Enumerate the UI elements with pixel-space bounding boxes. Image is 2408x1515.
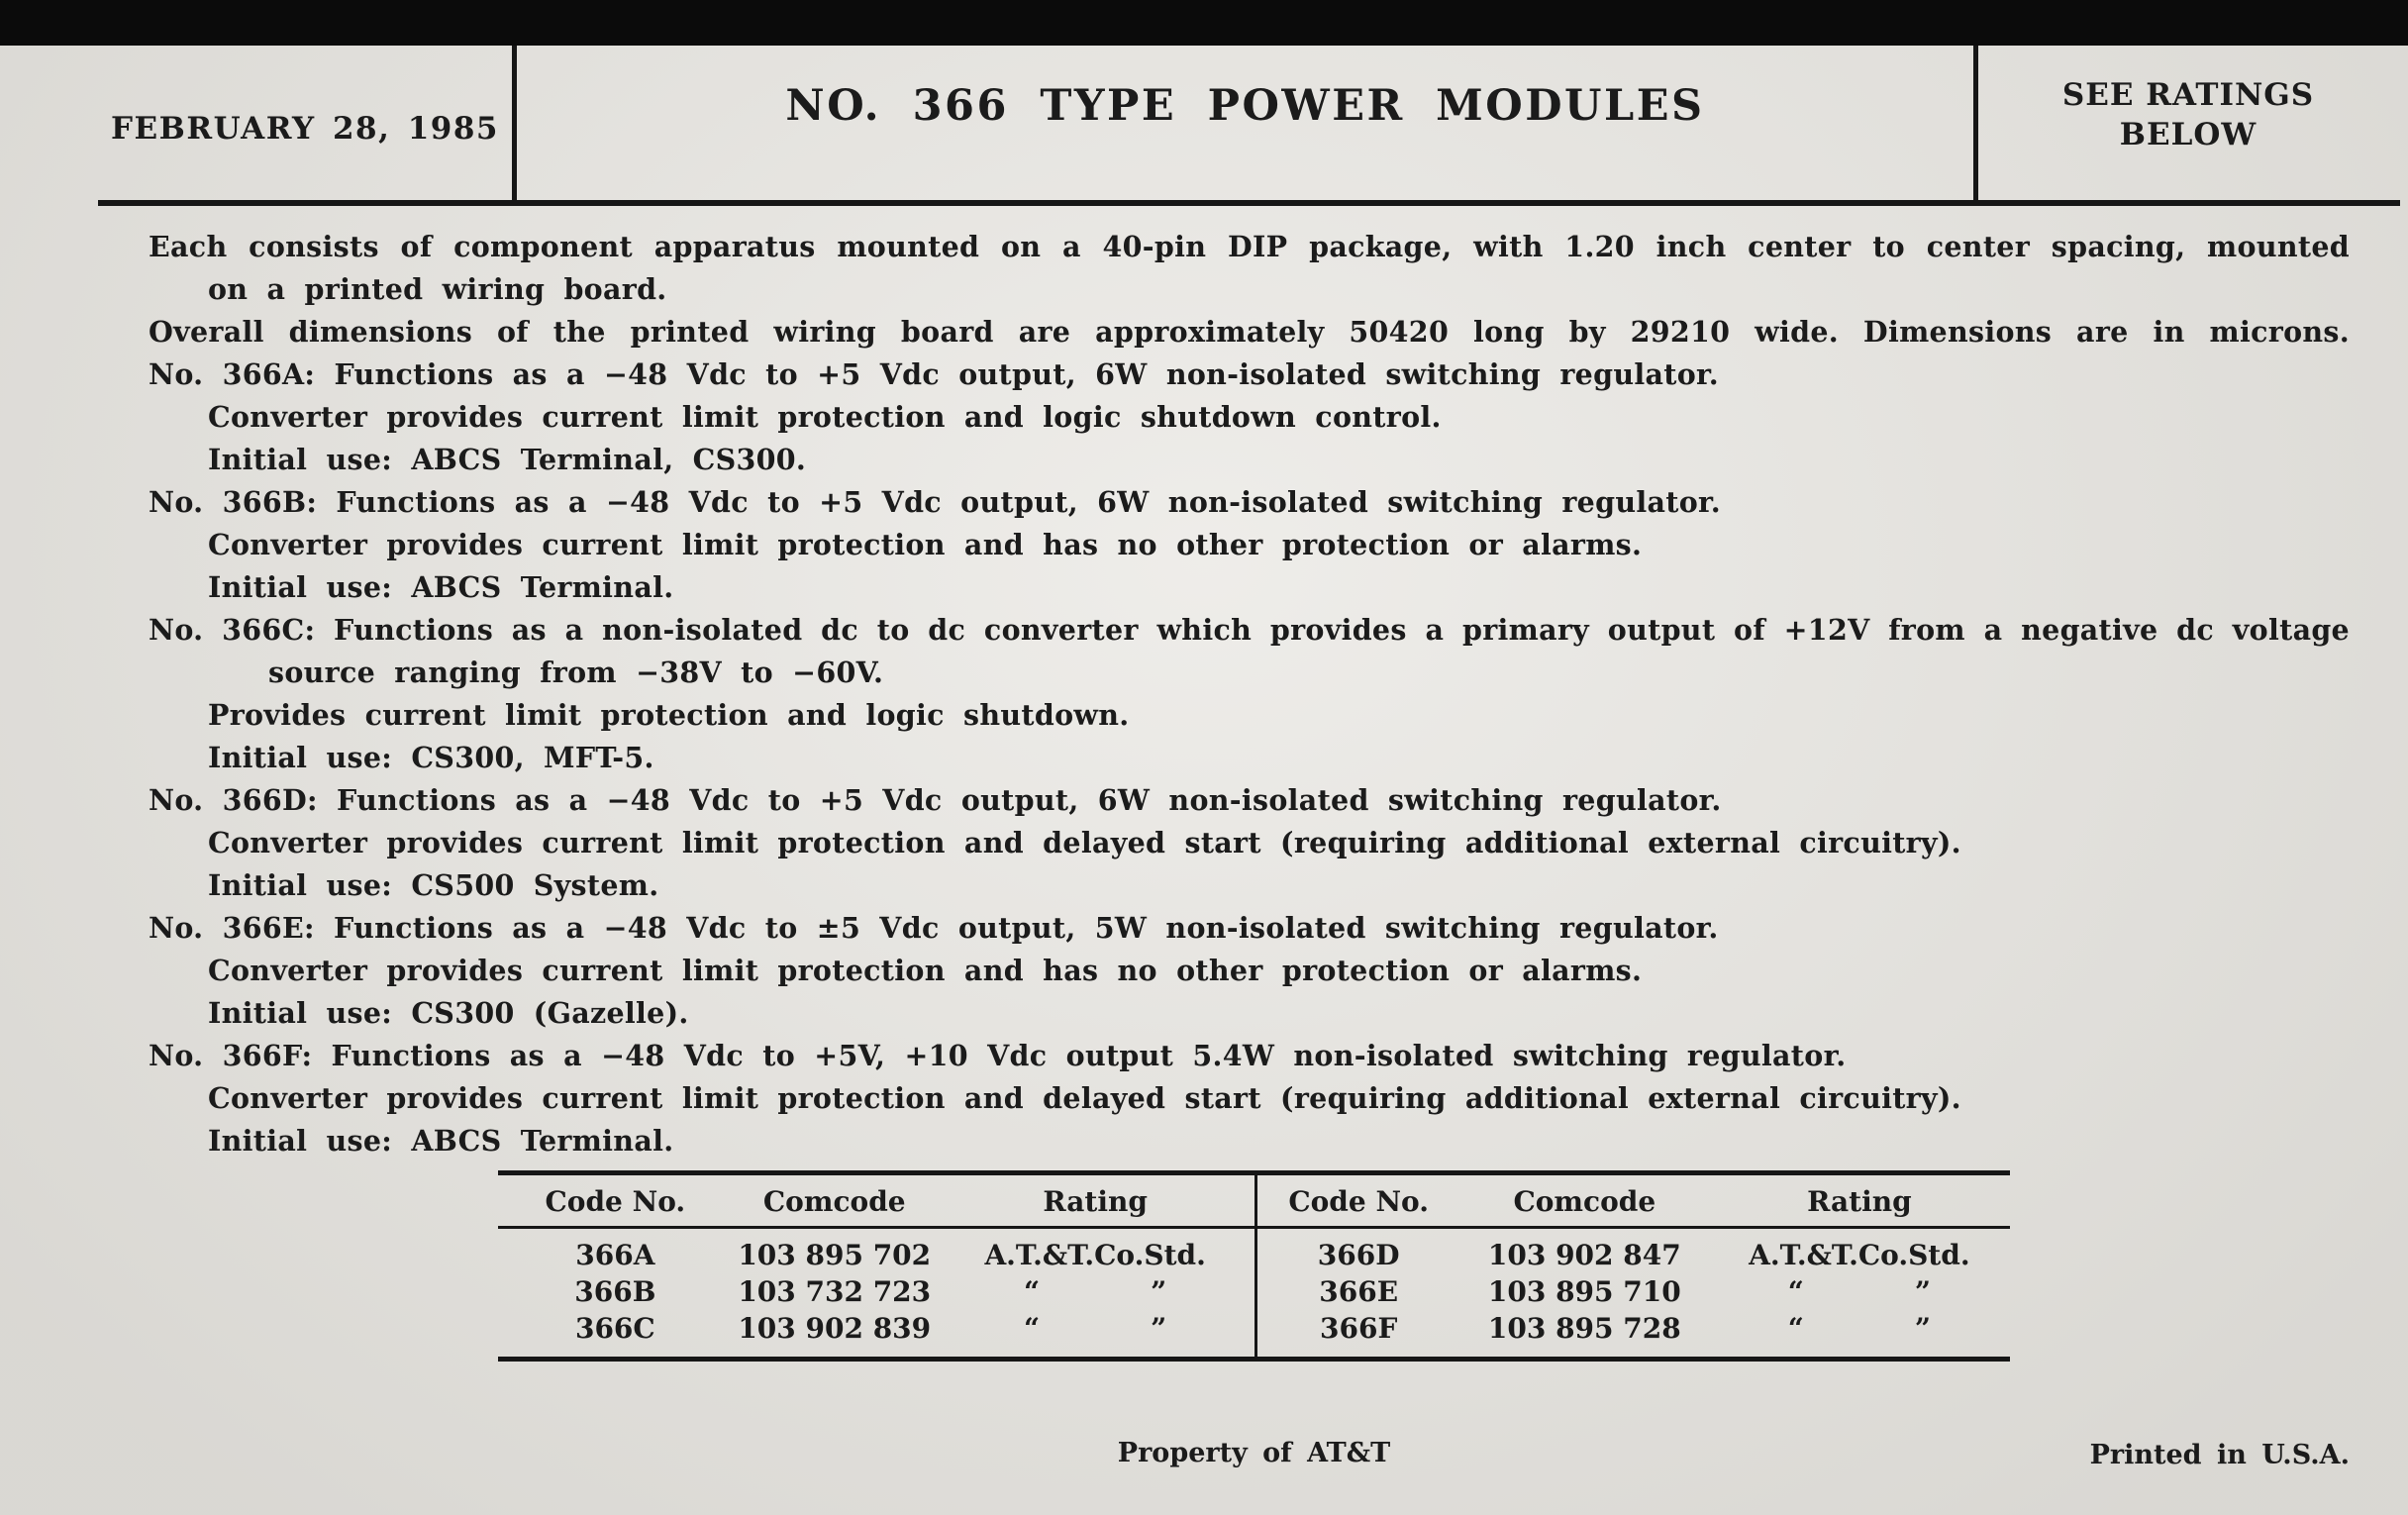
- table-header-code: Code No.: [545, 1185, 686, 1218]
- table-row: [1257, 1273, 2011, 1310]
- table-cell-code: 366D: [1317, 1239, 1400, 1271]
- table-cell-comcode: 103 902 847: [1487, 1239, 1681, 1271]
- body-line: Initial use: CS300, MFT-5.: [208, 741, 654, 774]
- page-title: NO. 366 TYPE POWER MODULES: [785, 81, 1705, 131]
- ratings-note-line2: BELOW: [2119, 117, 2258, 152]
- body-line: No. 366B: Functions as a −48 Vdc to +5 Vdc output, 6W non-isolated switching regulator.: [149, 485, 1721, 519]
- body-line: Overall dimensions of the printed wiring board are approximately 50420 long by 29210 wide. Dimensions are in microns.: [149, 315, 2350, 349]
- body-line: No. 366A: Functions as a −48 Vdc to +5 Vdc output, 6W non-isolated switching regulator.: [149, 357, 1719, 391]
- ratings-table-right-half: [1254, 1175, 2011, 1357]
- body-line: Converter provides current limit protection and logic shutdown control.: [208, 400, 1442, 434]
- document-date: FEBRUARY 28, 1985: [111, 111, 499, 147]
- body-line: Initial use: ABCS Terminal.: [208, 1124, 674, 1158]
- ratings-note-line1: SEE RATINGS: [2061, 77, 2315, 113]
- table-cell-code: 366F: [1320, 1312, 1398, 1345]
- table-row: [498, 1237, 1254, 1273]
- body-line: No. 366D: Functions as a −48 Vdc to +5 Vdc output, 6W non-isolated switching regulator.: [149, 783, 1722, 817]
- table-cell-comcode: 103 732 723: [738, 1275, 932, 1308]
- table-header-rating: Rating: [1807, 1185, 1912, 1218]
- ratings-note: [1978, 75, 2398, 154]
- scan-top-edge: [0, 0, 2408, 46]
- document-body: [149, 226, 2350, 1162]
- footer-printed-notice: Printed in U.S.A.: [2089, 1440, 2350, 1470]
- body-line: No. 366F: Functions as a −48 Vdc to +5V, +10 Vdc output 5.4W non-isolated switching regulator.: [149, 1039, 1847, 1072]
- table-cell-rating: “ ”: [1787, 1312, 1931, 1345]
- body-line: No. 366C: Functions as a non-isolated dc to dc converter which provides a primary output of +12V from a negative dc voltage: [149, 613, 2350, 647]
- table-cell-comcode: 103 895 702: [738, 1239, 932, 1271]
- footer-property-notice: Property of AT&T: [1117, 1438, 1391, 1468]
- header-rule: [98, 200, 2400, 206]
- body-line: Converter provides current limit protection and delayed start (requiring additional external circuitry).: [208, 826, 1961, 859]
- table-cell-comcode: 103 895 710: [1487, 1275, 1681, 1308]
- table-header-row: [1257, 1175, 2011, 1229]
- table-cell-comcode: 103 895 728: [1487, 1312, 1681, 1345]
- table-cell-code: 366E: [1319, 1275, 1399, 1308]
- body-line: Each consists of component apparatus mounted on a 40-pin DIP package, with 1.20 inch center to center spacing, mounted: [149, 230, 2350, 263]
- body-line: Provides current limit protection and logic shutdown.: [208, 698, 1130, 732]
- document-paper: [0, 46, 2408, 1515]
- table-cell-rating: A.T.&T.Co.Std.: [1749, 1239, 1970, 1271]
- body-line: Converter provides current limit protection and has no other protection or alarms.: [208, 954, 1643, 987]
- table-cell-code: 366B: [574, 1275, 656, 1308]
- table-cell-rating: A.T.&T.Co.Std.: [984, 1239, 1206, 1271]
- table-header-row: [498, 1175, 1254, 1229]
- body-line: Converter provides current limit protection and has no other protection or alarms.: [208, 528, 1643, 561]
- table-cell-comcode: 103 902 839: [738, 1312, 932, 1345]
- body-line: on a printed wiring board.: [208, 272, 667, 306]
- body-line: Converter provides current limit protection and delayed start (requiring additional external circuitry).: [208, 1081, 1961, 1115]
- body-line: No. 366E: Functions as a −48 Vdc to ±5 Vdc output, 5W non-isolated switching regulator.: [149, 911, 1719, 945]
- table-cell-code: 366A: [575, 1239, 655, 1271]
- table-cell-rating: “ ”: [1024, 1312, 1167, 1345]
- body-line: Initial use: CS500 System.: [208, 868, 659, 902]
- table-header-rating: Rating: [1043, 1185, 1148, 1218]
- table-row: [498, 1310, 1254, 1357]
- ratings-table: [498, 1170, 2010, 1362]
- table-cell-code: 366C: [574, 1312, 655, 1345]
- table-row: [1257, 1310, 2011, 1357]
- body-line: Initial use: ABCS Terminal.: [208, 570, 674, 604]
- table-cell-rating: “ ”: [1024, 1275, 1167, 1308]
- ratings-table-left-half: [498, 1175, 1254, 1357]
- body-line: Initial use: CS300 (Gazelle).: [208, 996, 689, 1030]
- table-header-comcode: Comcode: [762, 1185, 906, 1218]
- body-line: Initial use: ABCS Terminal, CS300.: [208, 443, 807, 476]
- table-header-comcode: Comcode: [1513, 1185, 1656, 1218]
- table-header-code: Code No.: [1288, 1185, 1429, 1218]
- table-row: [498, 1273, 1254, 1310]
- table-row: [1257, 1237, 2011, 1273]
- body-line: source ranging from −38V to −60V.: [268, 656, 884, 689]
- table-cell-rating: “ ”: [1787, 1275, 1931, 1308]
